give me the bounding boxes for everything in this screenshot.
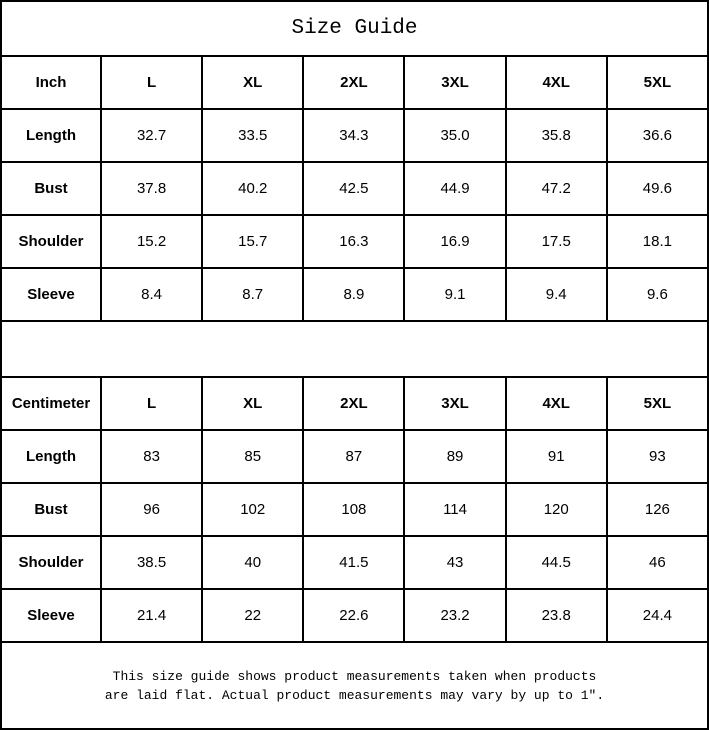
row-label: Shoulder xyxy=(1,536,101,589)
size-header-5xl: 5XL xyxy=(607,56,708,109)
size-value-cell: 22.6 xyxy=(303,589,404,642)
size-value-cell: 114 xyxy=(404,483,505,536)
size-value-cell: 36.6 xyxy=(607,109,708,162)
size-value-cell: 126 xyxy=(607,483,708,536)
size-value-cell: 9.1 xyxy=(404,268,505,321)
size-value-cell: 37.8 xyxy=(101,162,202,215)
size-header-xl: XL xyxy=(202,56,303,109)
size-header-5xl: 5XL xyxy=(607,377,708,430)
title-row xyxy=(1,1,708,56)
size-value-cell: 44.5 xyxy=(506,536,607,589)
size-value-cell: 49.6 xyxy=(607,162,708,215)
cm-sleeve-row xyxy=(1,589,708,642)
row-label: Sleeve xyxy=(1,268,101,321)
inch-header-row xyxy=(1,56,708,109)
size-header-l: L xyxy=(101,377,202,430)
size-value-cell: 9.4 xyxy=(506,268,607,321)
unit-header-centimeter: Centimeter xyxy=(1,377,101,430)
inch-sleeve-row xyxy=(1,268,708,321)
cm-shoulder-row xyxy=(1,536,708,589)
size-value-cell: 91 xyxy=(506,430,607,483)
row-label: Bust xyxy=(1,483,101,536)
size-value-cell: 120 xyxy=(506,483,607,536)
size-value-cell: 47.2 xyxy=(506,162,607,215)
size-value-cell: 22 xyxy=(202,589,303,642)
size-value-cell: 23.8 xyxy=(506,589,607,642)
size-value-cell: 34.3 xyxy=(303,109,404,162)
size-value-cell: 18.1 xyxy=(607,215,708,268)
row-label: Bust xyxy=(1,162,101,215)
inch-bust-row xyxy=(1,162,708,215)
size-guide-title: Size Guide xyxy=(1,1,708,56)
size-value-cell: 35.8 xyxy=(506,109,607,162)
size-value-cell: 42.5 xyxy=(303,162,404,215)
inch-shoulder-row xyxy=(1,215,708,268)
row-label: Length xyxy=(1,109,101,162)
size-value-cell: 33.5 xyxy=(202,109,303,162)
cm-bust-row xyxy=(1,483,708,536)
size-value-cell: 23.2 xyxy=(404,589,505,642)
size-value-cell: 96 xyxy=(101,483,202,536)
size-header-3xl: 3XL xyxy=(404,56,505,109)
size-header-3xl: 3XL xyxy=(404,377,505,430)
spacer-cell xyxy=(1,321,708,377)
unit-header-inch: Inch xyxy=(1,56,101,109)
size-value-cell: 41.5 xyxy=(303,536,404,589)
size-value-cell: 83 xyxy=(101,430,202,483)
row-label: Length xyxy=(1,430,101,483)
size-header-4xl: 4XL xyxy=(506,56,607,109)
size-value-cell: 32.7 xyxy=(101,109,202,162)
size-value-cell: 35.0 xyxy=(404,109,505,162)
size-header-4xl: 4XL xyxy=(506,377,607,430)
size-value-cell: 8.4 xyxy=(101,268,202,321)
size-value-cell: 16.9 xyxy=(404,215,505,268)
size-header-xl: XL xyxy=(202,377,303,430)
size-value-cell: 93 xyxy=(607,430,708,483)
size-header-l: L xyxy=(101,56,202,109)
size-value-cell: 40 xyxy=(202,536,303,589)
size-value-cell: 16.3 xyxy=(303,215,404,268)
footer-row xyxy=(1,642,708,729)
size-value-cell: 43 xyxy=(404,536,505,589)
row-label: Shoulder xyxy=(1,215,101,268)
size-value-cell: 46 xyxy=(607,536,708,589)
size-value-cell: 15.2 xyxy=(101,215,202,268)
size-header-2xl: 2XL xyxy=(303,377,404,430)
size-value-cell: 8.7 xyxy=(202,268,303,321)
footer-line-2: are laid flat. Actual product measurements may vary by up to 1″. xyxy=(104,687,605,703)
spacer-row xyxy=(1,321,708,377)
cm-header-row xyxy=(1,377,708,430)
footer-note xyxy=(1,642,708,729)
size-value-cell: 44.9 xyxy=(404,162,505,215)
size-value-cell: 9.6 xyxy=(607,268,708,321)
size-value-cell: 38.5 xyxy=(101,536,202,589)
row-label: Sleeve xyxy=(1,589,101,642)
size-value-cell: 108 xyxy=(303,483,404,536)
size-value-cell: 40.2 xyxy=(202,162,303,215)
size-value-cell: 8.9 xyxy=(303,268,404,321)
size-value-cell: 24.4 xyxy=(607,589,708,642)
cm-length-row xyxy=(1,430,708,483)
size-value-cell: 102 xyxy=(202,483,303,536)
size-value-cell: 87 xyxy=(303,430,404,483)
size-value-cell: 21.4 xyxy=(101,589,202,642)
size-value-cell: 17.5 xyxy=(506,215,607,268)
size-value-cell: 85 xyxy=(202,430,303,483)
size-value-cell: 89 xyxy=(404,430,505,483)
size-header-2xl: 2XL xyxy=(303,56,404,109)
inch-length-row xyxy=(1,109,708,162)
footer-line-1: This size guide shows product measurements taken when products xyxy=(112,668,597,684)
size-value-cell: 15.7 xyxy=(202,215,303,268)
